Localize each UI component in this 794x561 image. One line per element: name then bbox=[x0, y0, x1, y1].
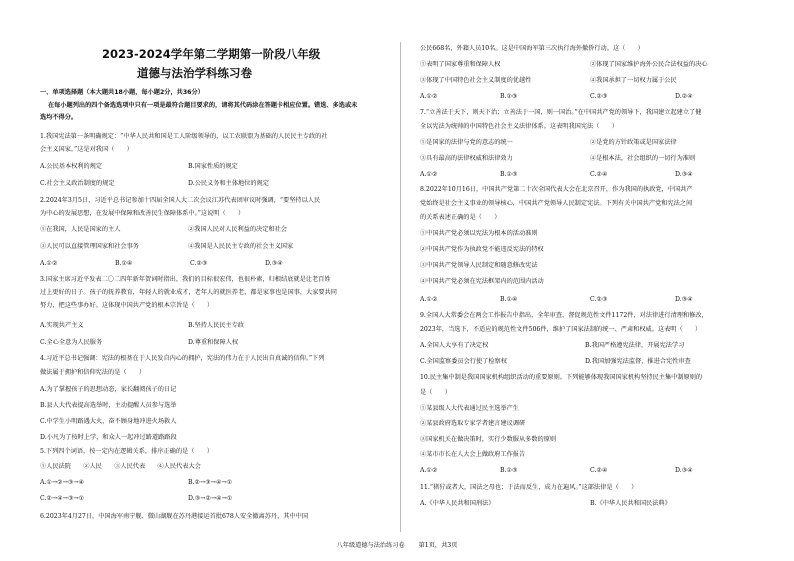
question-8-stem: 8.2022年10月16日，中国共产党第二十次全国代表大会在北京召开，作为我国的执政党，中国共产 bbox=[420, 186, 693, 193]
option-a: A.为了掌握孩子的思想动态，家长翻阅孩子的日记 bbox=[40, 386, 177, 393]
option-b: B.①③ bbox=[500, 93, 518, 100]
section-instruction: 在每小题列出的四个备选选项中只有一项是最符合题目要求的，请将其代码涂在答题卡相应位置。错选、多选或未 bbox=[48, 102, 358, 109]
option-b: B.坚持人民民主专政 bbox=[188, 322, 245, 329]
option-d: D.③④ bbox=[675, 171, 693, 178]
option-a: A.实现共产主义 bbox=[40, 322, 84, 329]
option-b: B.国家性质的规定 bbox=[188, 163, 238, 170]
option-c: C.全国监察委员会行使了检察权 bbox=[420, 358, 507, 365]
option-b: B.①④ bbox=[500, 296, 518, 303]
statement-4: ④某市市长在人大会上做政府工作报告 bbox=[420, 451, 526, 458]
footer-course-label: 八年级道德与法治练习卷 bbox=[336, 542, 405, 549]
option-d: D.公民义务和主体地位的规定 bbox=[188, 180, 269, 187]
option-c: C.②④ bbox=[590, 171, 608, 178]
option-a: A.①② bbox=[420, 467, 438, 474]
question-5-stem: 5.下列四个词语，按一定内在逻辑关系，排序正确的是（ ） bbox=[40, 448, 213, 455]
question-2-stem: 2.2024年3月5日，习近平总书记参加十四届全国人大二次会议江苏代表团审议时强调，“要坚持以人民 bbox=[40, 197, 321, 204]
statement-2: ②体现了国家维护海外公民合法权益的决心 bbox=[590, 61, 708, 68]
option-c: C.②③ bbox=[590, 93, 608, 100]
page-footer bbox=[0, 540, 794, 549]
option-d: D.③④ bbox=[265, 260, 283, 267]
option-c: C.②→④→③→① bbox=[40, 495, 85, 502]
statement-3: ③中国共产党领导人民制定和随意修改宪法 bbox=[420, 262, 538, 269]
option-d: D.尊重和保障人权 bbox=[188, 339, 239, 346]
option-a: A.①② bbox=[40, 260, 58, 267]
statement-1: ①表明了国家尊重和保障人权 bbox=[420, 61, 501, 68]
statement-1: ①是国家的法律与党的意志的统一 bbox=[420, 139, 513, 146]
question-2-stem-cont: 为中心的发展思想，在发展中保障和改善民生保障体系中。”这说明（ ） bbox=[40, 210, 245, 217]
option-c: C.全心全意为人民服务 bbox=[40, 339, 103, 346]
section-heading: 一、单项选择题（本大题共18小题，每小题2分，共36分） bbox=[40, 89, 204, 96]
option-d: D.②④ bbox=[675, 93, 693, 100]
question-3-stem: 3.国家主席习近平发表二〇二四年新年贺词时指出，我们的目标很宏伟，也很朴素，归根结底就是让老百姓 bbox=[40, 276, 331, 283]
option-b: B.①③ bbox=[500, 467, 518, 474]
question-6-stem: 6.2023年4月27日，中国海军南宁舰、微山湖舰在苏丹港接运首批678人安全撤离苏丹，其中中国 bbox=[40, 513, 309, 520]
option-b: B.①④ bbox=[115, 260, 133, 267]
question-10-stem: 10.民主集中制是我国国家机构组织活动的重要原则。下列能够体现我国国家机构坚持民主集中制原则的 bbox=[420, 374, 703, 381]
section-instruction-cont: 选均不得分。 bbox=[40, 114, 78, 121]
option-c: C.社会主义政治制度的规定 bbox=[40, 180, 115, 187]
option-b: B.②→③→④→① bbox=[188, 479, 233, 486]
statement-4: ④中国共产党必须在宪法框架内的范围内活动 bbox=[420, 278, 544, 285]
question-3-stem-cont: 努力，把这些事办好。这体现中国共产党的根本宗旨是（ ） bbox=[40, 302, 214, 309]
statement-1: ①某县级人大代表通过民主选举产生 bbox=[420, 405, 519, 412]
exam-title-line1: 2023-2024学年第二学期第一阶段八年级 bbox=[102, 47, 321, 61]
option-b: B.①③ bbox=[500, 171, 518, 178]
statement-4: ④我国承担了一切权力属于公民 bbox=[590, 77, 677, 84]
option-a: A.①② bbox=[420, 93, 438, 100]
statement-3: ③具有最高的法律权威和法律效力 bbox=[420, 155, 513, 162]
option-a: A.《中华人民共和国刑法》 bbox=[420, 500, 495, 507]
option-c: C.②③ bbox=[590, 296, 608, 303]
question-8-stem-cont: 党始终是社会主义事业的领导核心，中国共产党领导人民制定宪法。下列有关中国共产党和宪法之间 bbox=[420, 200, 693, 207]
question-1-stem-cont: 会主义国家。”这是对我国（ ） bbox=[40, 146, 133, 153]
statement-4: ④我国是人民民主专政的社会主义国家 bbox=[188, 243, 294, 250]
column-divider bbox=[400, 42, 401, 532]
option-d: D.我国加强宪法监督，推进合宪性审查 bbox=[585, 358, 691, 365]
question-11-stem: 11.“猪狞或者大，国法之母也；于法而反生，成力在遍风。”这部法律是（ ） bbox=[420, 484, 638, 491]
statement-3: ③人民可以直接管理国家和社会事务 bbox=[40, 243, 139, 250]
option-c: C.②④ bbox=[590, 467, 608, 474]
statement-2: ②某县政府选取专家学者建言建议调研 bbox=[420, 420, 526, 427]
option-a: A.①② bbox=[420, 171, 438, 178]
statement-3: ③体现了中国特色社会主义制度的优越性 bbox=[420, 77, 532, 84]
question-8-stem-cont: 的关系表述正确的是（ ） bbox=[420, 214, 501, 221]
question-1-stem: 1.我国宪法第一条明确规定：“中华人民共和国是工人阶级领导的，以工农联盟为基础的人民民主专政的社 bbox=[40, 133, 328, 140]
option-a: A.公民基本权利的规定 bbox=[40, 163, 103, 170]
option-c: C.②③ bbox=[190, 260, 208, 267]
option-d: D.③④ bbox=[675, 467, 693, 474]
statement-3: ③国家机关在做决策时，实行少数服从多数的原则 bbox=[420, 436, 557, 443]
statement-4: ④是根本法，社会组织的一切行为准则 bbox=[590, 155, 696, 162]
statement-2: ②中国共产党作为执政党不能违反宪法的特权 bbox=[420, 246, 544, 253]
statement-2: ②是党的方针政策或是国家法律 bbox=[590, 139, 677, 146]
exam-title-line2: 道德与法治学科练习卷 bbox=[137, 66, 252, 80]
option-a: A.①② bbox=[420, 296, 438, 303]
question-5-items: ①人民法院 ②人民 ③人民代表 ④人民代表大会 bbox=[40, 463, 201, 470]
option-d: D.③④ bbox=[675, 296, 693, 303]
statement-1: ①在我国，人民是国家的主人 bbox=[40, 226, 121, 233]
statement-1: ①中国共产党必须以宪法为根本的活动准则 bbox=[420, 230, 538, 237]
question-9-stem-cont: 2023年，当选下，不适应的规范性文件506件，维护了国家法制的统一、严肃和权威。这表明（ ） bbox=[420, 326, 702, 333]
question-6-stem-cont: 公民668名，外籍人员10名。这是中国海军第三次执行海外撤侨行动。这（ ） bbox=[420, 45, 644, 52]
option-b: B.《中华人民共和国民法典》 bbox=[590, 500, 671, 507]
statement-2: ②我国人民对人民利益的决定和社会 bbox=[188, 226, 287, 233]
option-a: A.①→②→③→④ bbox=[40, 479, 85, 486]
option-c: C.中学生小明路遇大火，奋不顾身地冲进火场救人 bbox=[40, 418, 177, 425]
question-3-stem-cont: 过上更好的日子。孩子的抚养教育，年轻人的就业成才，老年人的就医养老，都是家事也是国事，大家要共同 bbox=[40, 289, 337, 296]
option-b: B.我国严格遵宪法律，开展宪法学习 bbox=[585, 342, 685, 349]
question-4-stem: 4.习近平总书记强调：宪法的根基在于人民发自内心的拥护，宪法的伟力在于人民出自真诚的信仰。”下列 bbox=[40, 355, 325, 362]
question-7-stem: 7.“立善法于天下，则天下治；立善法于一国，则一国治。”在中国共产党的领导下，我国建立起建立了健 bbox=[420, 109, 702, 116]
option-b: B.县人大代表提高选举时，主动提醒人员参与选举 bbox=[40, 402, 177, 409]
question-9-stem: 9.全国人大常委会在两会工作报告中指出，全年审查、督促规范性文件1172件，对法律进行清理和修改， bbox=[420, 312, 708, 319]
option-d: D.小凡为了按时上学，和众人一起冲过路道路路段 bbox=[40, 434, 177, 441]
question-4-stem-cont: 做法属于拥护和信仰宪法的是（ ） bbox=[40, 369, 146, 376]
option-d: D.③→②→④→① bbox=[188, 495, 233, 502]
footer-page-number: 第1页，共3页 bbox=[418, 542, 458, 549]
question-10-stem-cont: 是（ ） bbox=[420, 389, 451, 396]
question-7-stem-cont: 全以宪法为统帅的中国特色社会主义法律体系。这表明我国宪法（ ） bbox=[420, 123, 618, 130]
option-a: A.全国人大享有了决定权 bbox=[420, 342, 489, 349]
